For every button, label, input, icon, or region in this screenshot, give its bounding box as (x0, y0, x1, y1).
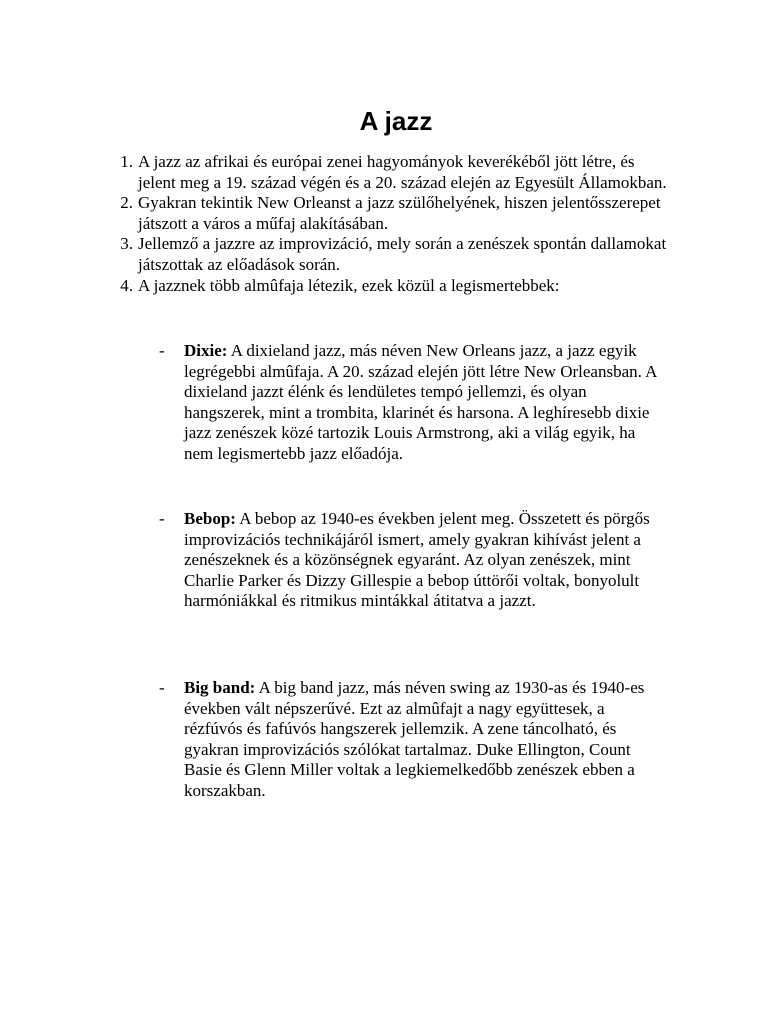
subgenre-term: Bebop: (184, 509, 236, 528)
list-item (109, 234, 669, 275)
subgenre-description: A big band jazz, más néven swing az 1930-as és 1940-es években vált népszerűvé. Ezt az almûfajt a nagy együttesek, a rézfúvós és fafúvós hangszerek jellemzik. A zene táncolható, és gyakran improvizációs szólókat tartalmaz. Duke Ellington, Count Basie és Glenn Miller voltak a legkiemelkedőbb zenészek ebben a korszakban. (184, 678, 645, 800)
list-item-text: Gyakran tekintik New Orleanst a jazz szülőhelyének, hiszen jelentősszerepet játszott a város a műfaj alakításában. (138, 193, 661, 233)
dash-bullet: - (159, 678, 165, 697)
subgenre-item-dixie (159, 341, 659, 465)
list-item (109, 152, 669, 193)
list-number: 2. (120, 193, 133, 213)
list-item (109, 193, 669, 234)
list-number: 1. (120, 152, 133, 171)
list-item-text: Jellemző a jazzre az improvizáció, mely során a zenészek spontán dallamokat játszottak az előadások során. (138, 234, 667, 274)
page-title: A jazz (359, 106, 433, 137)
numbered-list (109, 152, 669, 296)
list-number: 3. (120, 234, 133, 254)
subgenre-description: A dixieland jazz, más néven New Orleans jazz, a jazz egyik legrégebbi almûfaja. A 20. század elején jött létre New Orleansban. A dixieland jazzt élénk és lendületes tempó jellemzi, és olyan hangszerek, mint a trombita, klarinét és harsona. A leghíresebb dixie jazz zenészek közé tartozik Louis Armstrong, aki a világ egyik, ha nem legismertebb jazz előadója. (184, 341, 657, 463)
subgenre-term: Big band: (184, 678, 256, 697)
subgenre-item-big-band (159, 678, 659, 802)
subgenre-item-bebop (159, 509, 659, 612)
list-item-text: A jazznek több almûfaja létezik, ezek közül a legismertebbek: (138, 275, 560, 295)
subgenre-description: A bebop az 1940-es években jelent meg. Összetett és pörgős improvizációs technikájáról ismert, amely gyakran kihívást jelent a zenészeknek és a közönségnek egyaránt. Az olyan zenészek, mint Charlie Parker és Dizzy Gillespie a bebop úttörői voltak, bonyolult harmóniákkal és ritmikus mintákkal átitatva a jazzt. (184, 509, 650, 611)
list-item (109, 276, 669, 297)
list-item-text: A jazz az afrikai és európai zenei hagyományok keverékéből jött létre, és jelent meg a 19. század végén és a 20. század elején az Egyesült Államokban. (138, 152, 667, 192)
list-number: 4. (120, 275, 133, 295)
dash-bullet: - (159, 509, 165, 528)
subgenre-term: Dixie: (184, 341, 228, 360)
dash-bullet: - (159, 341, 165, 360)
